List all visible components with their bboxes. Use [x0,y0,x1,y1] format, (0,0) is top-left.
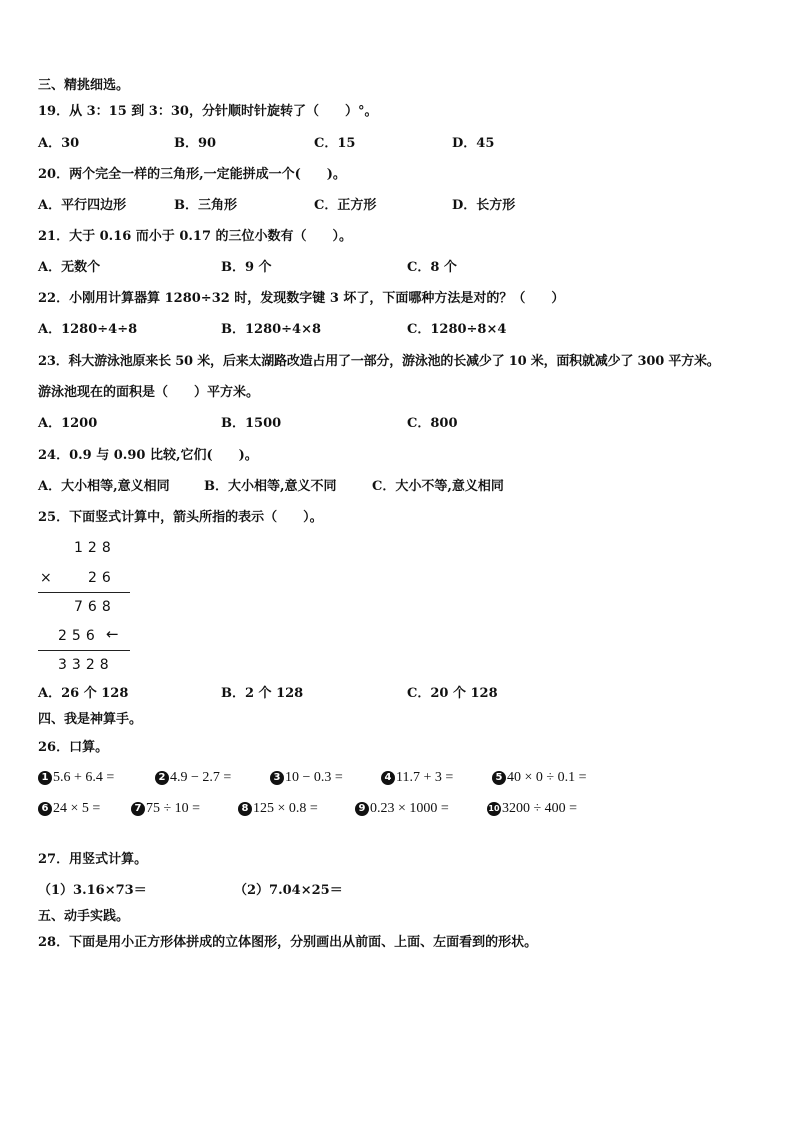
question-25: 25．下面竖式计算中，箭头所指的表示（ ）。 [38,510,323,525]
option-b: B．9 个 [221,260,272,275]
mental-math-item [155,769,231,787]
number-badge: 7 [131,802,145,816]
section-title-5: 五、动手实践。 [38,909,130,924]
number-badge: 8 [238,802,252,816]
option-b: B．2 个 128 [221,686,304,701]
mental-math-item [38,769,114,787]
option-c: C．1280÷8×4 [407,322,507,337]
question-19: 19．从 3：15 到 3：30，分针顺时针旋转了（ ）°。 [38,104,378,119]
option-c: C．正方形 [314,198,377,213]
mental-math-item [38,800,100,818]
expression: 24 × 5 = [53,801,101,816]
item-1: （1）3.16×73＝ [38,883,147,898]
expression: 10 − 0.3 = [285,770,343,785]
arrow-left-icon: ← [106,625,119,643]
expression: 75 ÷ 10 = [146,801,201,816]
option-d: D．45 [452,136,495,151]
option-a: A．1280÷4÷8 [38,322,138,337]
question-27: 27．用竖式计算。 [38,852,148,867]
mental-math-item [238,800,318,818]
expression: 3200 ÷ 400 = [502,801,578,816]
option-a: A．1200 [38,416,98,431]
partial-product-2: 256 [58,628,100,644]
number-badge: 3 [270,771,284,785]
divider-line [38,592,130,593]
option-a: A．30 [38,136,80,151]
option-b: B．90 [174,136,217,151]
number-badge: 1 [38,771,52,785]
expression: 5.6 + 6.4 = [53,770,115,785]
expression: 40 × 0 ÷ 0.1 = [507,770,587,785]
section-title-4: 四、我是神算手。 [38,712,143,727]
option-b: B．大小相等,意义不同 [204,479,337,494]
option-b: B．1500 [221,416,282,431]
number-badge: 5 [492,771,506,785]
number-badge: 6 [38,802,52,816]
divider-line [38,650,130,651]
number-badge: 9 [355,802,369,816]
expression: 0.23 × 1000 = [370,801,449,816]
question-20: 20．两个完全一样的三角形,一定能拼成一个( )。 [38,167,346,182]
option-b: B．三角形 [174,198,237,213]
mental-math-item [492,769,586,787]
question-22: 22．小刚用计算器算 1280÷32 时，发现数字键 3 坏了，下面哪种方法是对的？（ ） [38,291,565,306]
option-d: D．长方形 [452,198,516,213]
expression: 11.7 + 3 = [396,770,454,785]
option-c: C．大小不等,意义相同 [372,479,504,494]
number-badge: 2 [155,771,169,785]
mental-math-item [487,800,577,818]
multiplier: 26 [88,570,116,586]
multiplicand: 128 [74,540,116,556]
expression: 125 × 0.8 = [253,801,318,816]
question-28: 28．下面是用小正方形体拼成的立体图形，分别画出从前面、上面、左面看到的形状。 [38,935,538,950]
option-b: B．1280÷4×8 [221,322,322,337]
number-badge: 10 [487,802,501,816]
question-21: 21．大于 0.16 而小于 0.17 的三位小数有（ ）。 [38,229,353,244]
option-a: A．26 个 128 [38,686,129,701]
partial-product-1: 768 [74,599,116,615]
section-title-3: 三、精挑细选。 [38,78,130,93]
option-a: A．大小相等,意义相同 [38,479,170,494]
question-23-continued: 游泳池现在的面积是（ ）平方米。 [38,385,260,400]
question-24: 24．0.9 与 0.90 比较,它们( )。 [38,448,258,463]
item-2: （2）7.04×25＝ [234,883,343,898]
mental-math-item [355,800,449,818]
option-c: C．20 个 128 [407,686,498,701]
number-badge: 4 [381,771,395,785]
product: 3328 [58,657,114,673]
question-23: 23．科大游泳池原来长 50 米，后来太湖路改造占用了一部分，游泳池的长减少了 10 米，面积就减少了 300 平方米。 [38,354,720,369]
option-c: C．8 个 [407,260,457,275]
mental-math-item [131,800,200,818]
option-c: C．800 [407,416,458,431]
question-26: 26．口算。 [38,740,109,755]
option-a: A．平行四边形 [38,198,127,213]
mental-math-item [270,769,343,787]
mental-math-item [381,769,453,787]
times-sign: × [40,570,52,586]
option-a: A．无数个 [38,260,101,275]
option-c: C．15 [314,136,356,151]
expression: 4.9 − 2.7 = [170,770,232,785]
